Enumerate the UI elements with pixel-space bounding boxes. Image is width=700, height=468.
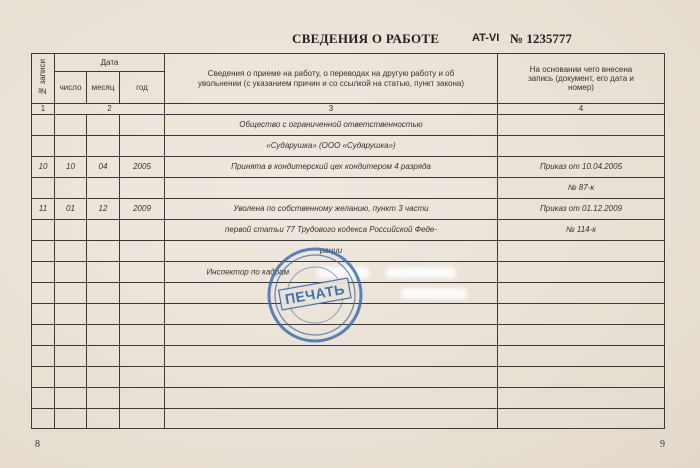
table-row <box>32 136 665 157</box>
inspector-label: Инспектор по кадрам <box>206 267 290 277</box>
column-numbers-row <box>32 104 665 115</box>
record-text-cont: первой статьи 77 Трудового кодекса Российской Феде- <box>165 220 498 241</box>
record-no: 11 <box>32 199 55 220</box>
record-month: 12 <box>87 199 120 220</box>
date-header: Дата <box>55 54 165 72</box>
record-no-header: № записи <box>32 54 55 104</box>
record-basis: Приказ от 10.04.2005 <box>498 157 665 178</box>
stamp-seal <box>266 246 364 344</box>
record-basis: Приказ от 01.12.2009 <box>498 199 665 220</box>
basis-header: На основании чего внесена запись (документ, его дата и номер) <box>498 54 665 104</box>
record-month: 04 <box>87 157 120 178</box>
record-basis-number: № 87-к <box>498 178 665 199</box>
record-year: 2005 <box>120 157 165 178</box>
table-row <box>32 199 665 220</box>
table-row <box>32 346 665 367</box>
form-number: № 1235777 <box>510 31 572 46</box>
table-row <box>32 388 665 409</box>
org-name-line2: «Сударушка» (ООО «Сударушка») <box>165 136 498 157</box>
page-title: СВЕДЕНИЯ О РАБОТЕ <box>292 31 440 46</box>
record-no: 10 <box>32 157 55 178</box>
table-row <box>32 220 665 241</box>
form-series: AT-VI <box>472 32 500 44</box>
surname-redacted <box>401 288 467 299</box>
name-redacted <box>386 267 456 278</box>
table-row <box>32 409 665 429</box>
stamp-label: ПЕЧАТЬ <box>283 280 346 308</box>
records-table <box>31 53 665 429</box>
month-header: месяц <box>87 72 120 104</box>
info-header: Сведения о приеме на работу, о переводах на другую работу и об увольнении (с указанием причин и со ссылкой на статью, пункт закона) <box>165 54 498 104</box>
table-row <box>32 178 665 199</box>
page-number-right: 9 <box>660 439 665 450</box>
org-name-line1: Общество с ограниченной ответственностью <box>165 115 498 136</box>
table-header-row <box>32 54 665 72</box>
col-num-4: 4 <box>498 104 665 115</box>
col-num-3: 3 <box>165 104 498 115</box>
record-text: Принята в кондитерский цех кондитером 4 разряда <box>165 157 498 178</box>
year-header: год <box>120 72 165 104</box>
record-basis-number: № 114-к <box>498 220 665 241</box>
col-num-2: 2 <box>55 104 165 115</box>
table-row <box>32 367 665 388</box>
record-day: 01 <box>55 199 87 220</box>
page-number-left: 8 <box>35 439 40 450</box>
day-header: число <box>55 72 87 104</box>
record-text-cont: рации <box>165 241 498 262</box>
col-num-1: 1 <box>32 104 55 115</box>
table-row <box>32 157 665 178</box>
record-text: Уволена по собственному желанию, пункт 3 части <box>165 199 498 220</box>
record-year: 2009 <box>120 199 165 220</box>
record-day: 10 <box>55 157 87 178</box>
table-row <box>32 115 665 136</box>
